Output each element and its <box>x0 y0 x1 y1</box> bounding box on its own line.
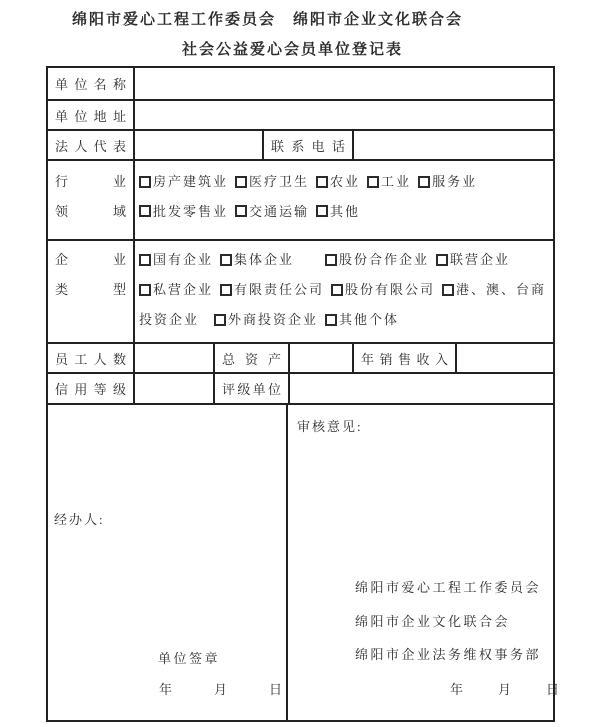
checkbox-option[interactable] <box>418 167 477 197</box>
checkbox-option[interactable] <box>331 275 435 305</box>
year-label: 年 <box>450 682 464 697</box>
checkbox-option-label: 医疗卫生 <box>249 174 310 189</box>
checkbox-option-label: 国有企业 <box>153 252 214 267</box>
checkbox-option-line <box>139 197 553 227</box>
checkbox-option-label: 港、澳、台商 <box>456 282 547 297</box>
enterprise-options-cell <box>135 241 553 342</box>
checkbox-option-label: 投资企业 <box>139 312 200 327</box>
checkbox-icon[interactable] <box>235 205 247 217</box>
contact-phone-label: 联 系 电 话 <box>264 131 354 159</box>
checkbox-option-label: 股份合作企业 <box>339 252 430 267</box>
checkbox-icon[interactable] <box>418 176 430 188</box>
checkbox-icon[interactable] <box>325 254 337 266</box>
review-opinion-label: 审核意见: <box>297 419 363 434</box>
checkbox-icon[interactable] <box>316 176 328 188</box>
checkbox-option[interactable] <box>220 275 324 305</box>
registration-form-table <box>46 66 560 722</box>
checkbox-option-label: 外商投资企业 <box>228 312 319 327</box>
unit-seal-label: 单位签章 <box>158 651 221 666</box>
checkbox-icon[interactable] <box>220 284 232 296</box>
checkbox-icon[interactable] <box>139 284 151 296</box>
checkbox-option[interactable] <box>325 245 429 275</box>
row-industry-field <box>48 161 553 241</box>
checkbox-icon[interactable] <box>139 205 151 217</box>
enterprise-type-label: 企 业 类 型 <box>48 241 135 342</box>
legal-rep-label: 法 人 代 表 <box>48 131 135 159</box>
form-title-line1: 绵阳市爱心工程工作委员会 绵阳市企业文化联合会 <box>72 12 464 28</box>
checkbox-option-label: 农业 <box>330 174 361 189</box>
checkbox-option[interactable] <box>442 275 546 305</box>
unit-address-label: 单 位 地 址 <box>48 101 135 129</box>
checkbox-option-label: 联营企业 <box>450 252 511 267</box>
contact-phone-value-cell[interactable] <box>354 131 553 159</box>
unit-name-value-cell[interactable] <box>135 68 553 99</box>
checkbox-option-line <box>139 275 553 305</box>
annual-sales-label: 年 销 售 收 入 <box>354 344 457 372</box>
review-org-lines <box>355 571 541 672</box>
checkbox-option[interactable] <box>436 245 510 275</box>
checkbox-icon[interactable] <box>436 254 448 266</box>
month-label: 月 <box>498 682 512 697</box>
signature-date <box>159 679 282 698</box>
checkbox-option-label: 工业 <box>381 174 412 189</box>
checkbox-option-line <box>139 305 553 335</box>
day-label: 日 <box>269 682 283 697</box>
checkbox-icon[interactable] <box>331 284 343 296</box>
industry-field-label: 行 业 领 域 <box>48 161 135 239</box>
row-metrics <box>48 344 553 374</box>
checkbox-icon[interactable] <box>235 176 247 188</box>
checkbox-option[interactable] <box>139 167 228 197</box>
checkbox-icon[interactable] <box>139 254 151 266</box>
rating-unit-value-cell[interactable] <box>290 374 553 403</box>
industry-options-cell <box>135 161 553 239</box>
checkbox-option[interactable] <box>367 167 411 197</box>
checkbox-option[interactable] <box>316 167 360 197</box>
checkbox-option-line <box>139 245 553 275</box>
legal-rep-value-cell[interactable] <box>135 131 264 159</box>
checkbox-icon[interactable] <box>214 314 226 326</box>
checkbox-option-label: 集体企业 <box>234 252 295 267</box>
checkbox-option[interactable] <box>235 197 309 227</box>
checkbox-option[interactable] <box>139 245 213 275</box>
checkbox-option <box>139 305 199 335</box>
checkbox-option-line <box>139 167 553 197</box>
checkbox-icon[interactable] <box>442 284 454 296</box>
total-assets-value-cell[interactable] <box>290 344 354 372</box>
row-credit <box>48 374 553 405</box>
checkbox-option-label: 批发零售业 <box>153 203 229 219</box>
checkbox-option-label: 交通运输 <box>249 203 310 219</box>
checkbox-option[interactable] <box>214 305 318 335</box>
credit-rating-label: 信 用 等 级 <box>48 374 135 403</box>
row-enterprise-type <box>48 241 553 344</box>
org-line-3: 绵阳市企业法务维权事务部 <box>355 647 542 662</box>
day-label: 日 <box>546 682 560 697</box>
employee-count-label: 员 工 人 数 <box>48 344 135 372</box>
checkbox-icon[interactable] <box>220 254 232 266</box>
year-label: 年 <box>159 682 173 697</box>
review-date <box>450 679 559 698</box>
credit-rating-value-cell[interactable] <box>135 374 215 403</box>
handler-label: 经办人: <box>54 512 105 527</box>
employee-count-value-cell[interactable] <box>135 344 215 372</box>
row-unit-address <box>48 101 553 131</box>
checkbox-option-label: 其他 <box>330 203 361 219</box>
checkbox-icon[interactable] <box>316 205 328 217</box>
checkbox-icon[interactable] <box>139 176 151 188</box>
org-line-1: 绵阳市爱心工程工作委员会 <box>355 580 542 595</box>
rating-unit-label: 评 级 单 位 <box>215 374 290 403</box>
checkbox-option-label: 其他个体 <box>339 312 400 327</box>
unit-address-value-cell[interactable] <box>135 101 553 129</box>
total-assets-label: 总 资 产 <box>215 344 290 372</box>
checkbox-option[interactable] <box>325 305 399 335</box>
unit-name-label: 单 位 名 称 <box>48 68 135 99</box>
checkbox-option-label: 服务业 <box>432 174 478 189</box>
org-line-2: 绵阳市企业文化联合会 <box>355 613 511 629</box>
annual-sales-value-cell[interactable] <box>457 344 553 372</box>
review-opinion-cell[interactable] <box>288 405 560 720</box>
row-unit-name <box>48 68 553 101</box>
form-title-line2: 社会公益爱心会员单位登记表 <box>182 42 404 58</box>
month-label: 月 <box>214 682 228 697</box>
checkbox-option[interactable] <box>139 275 213 305</box>
row-signature <box>48 405 560 720</box>
checkbox-icon[interactable] <box>325 314 337 326</box>
checkbox-option-label: 私营企业 <box>153 282 214 297</box>
checkbox-option[interactable] <box>316 197 360 227</box>
applicant-signature-cell[interactable] <box>48 405 288 720</box>
checkbox-option-label: 有限责任公司 <box>234 282 325 297</box>
checkbox-option[interactable] <box>220 245 294 275</box>
checkbox-option-label: 房产建筑业 <box>153 174 229 189</box>
checkbox-icon[interactable] <box>367 176 379 188</box>
row-legal-rep <box>48 131 553 161</box>
checkbox-option[interactable] <box>235 167 309 197</box>
checkbox-option[interactable] <box>139 197 228 227</box>
checkbox-option-label: 股份有限公司 <box>345 282 436 297</box>
